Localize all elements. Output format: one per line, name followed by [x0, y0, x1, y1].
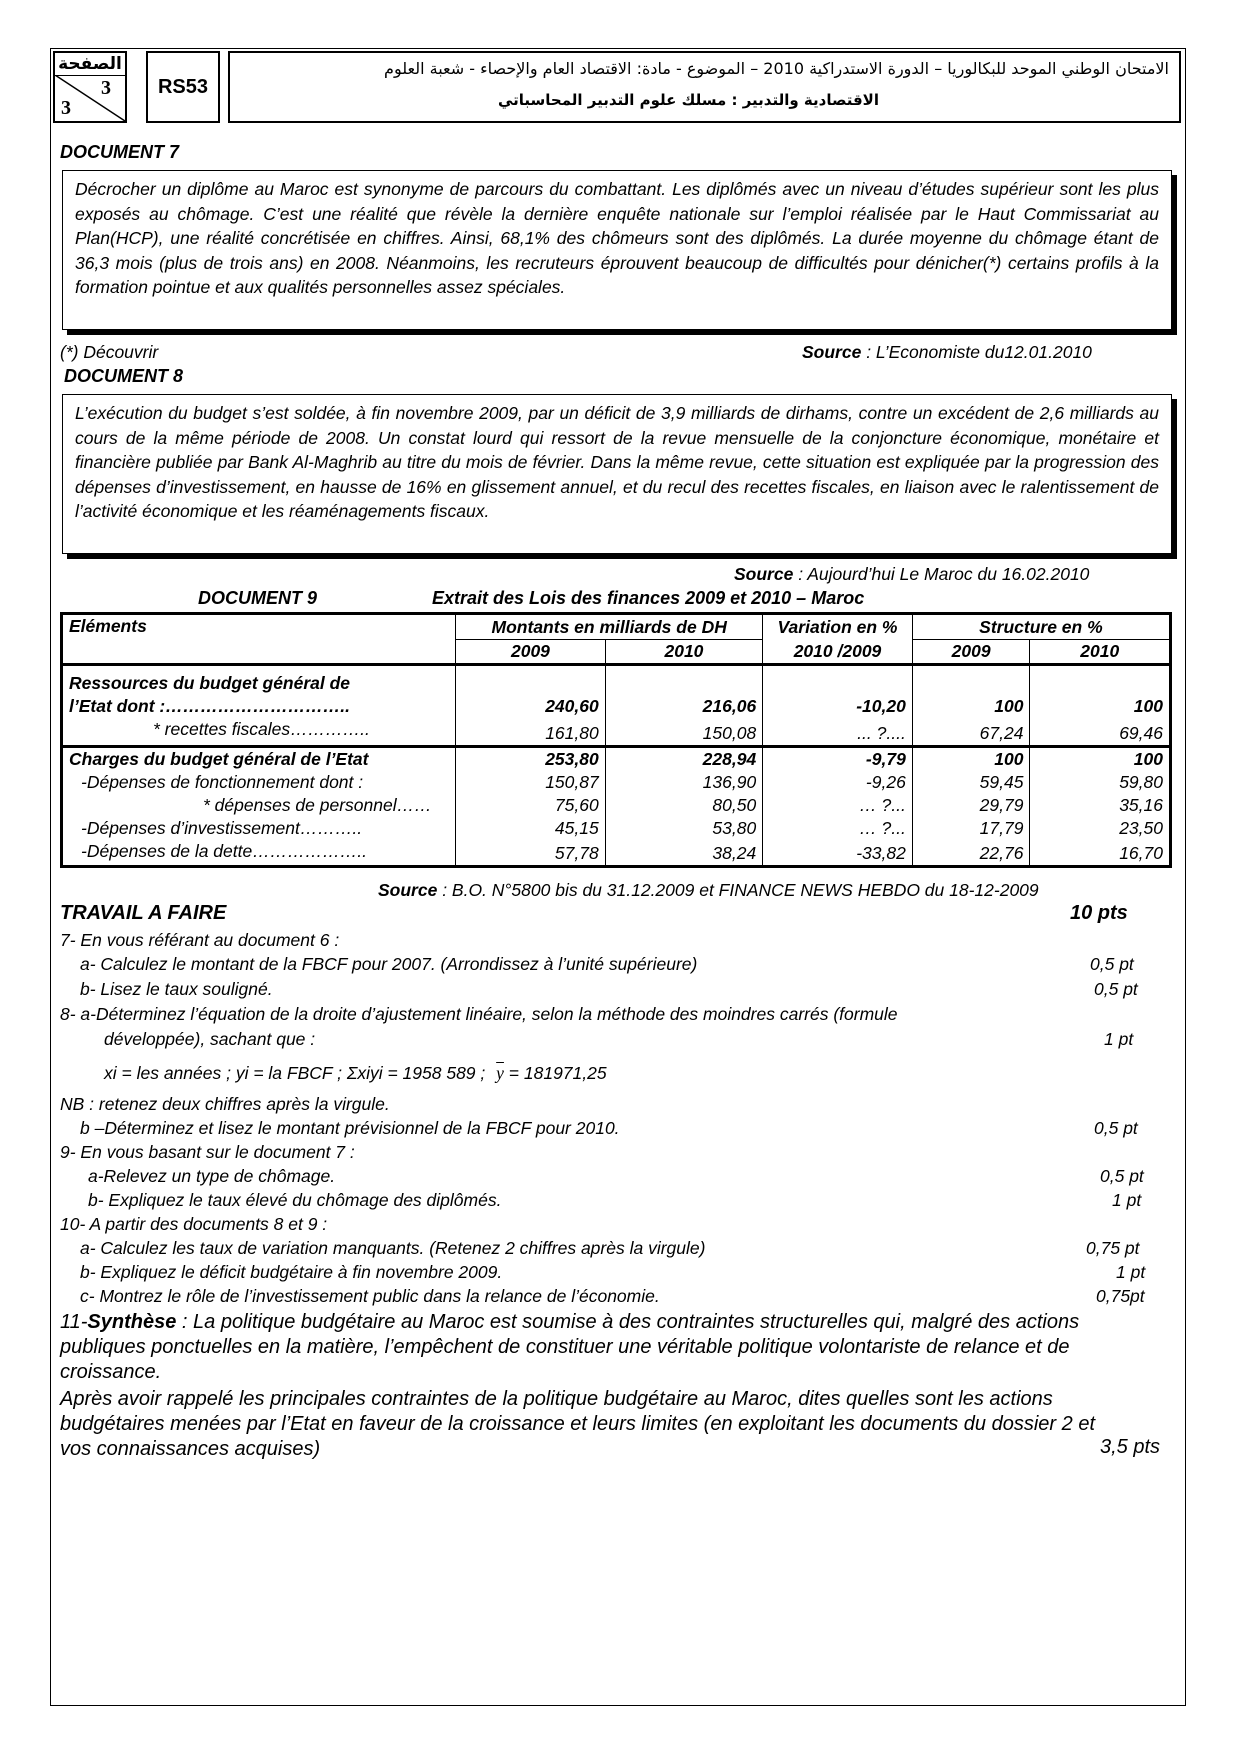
q8-formula-ybar: = 181971,25 — [503, 1063, 607, 1083]
synthese-intro — [60, 1310, 1160, 1385]
q8a-points: 1 pt — [1104, 1029, 1134, 1049]
header-structure-2009: 2009 — [912, 639, 1030, 665]
q10c: c- Montrez le rôle de l’investissement public dans la relance de l’économie. — [80, 1286, 660, 1306]
header-montant-2009: 2009 — [456, 639, 606, 665]
q7b: b- Lisez le taux souligné. — [80, 979, 273, 999]
table-row — [62, 771, 1171, 794]
row-label: * dépenses de personnel…… — [62, 794, 456, 817]
doc7-source — [802, 342, 1092, 363]
cell-variation: -10,20 — [763, 695, 913, 718]
row-label: Charges du budget général de l’Etat — [62, 747, 456, 772]
cell-montant-2009: 45,15 — [456, 817, 606, 840]
row-label: l’Etat dont :………………………….. — [62, 695, 456, 718]
q7a-points: 0,5 pt — [1090, 954, 1134, 974]
cell-variation: … ?... — [763, 817, 913, 840]
row-label: -Dépenses de fonctionnement dont : — [62, 771, 456, 794]
header-variation-sub: 2010 /2009 — [793, 641, 882, 661]
header-variation — [763, 614, 913, 665]
q10b-points: 1 pt — [1116, 1262, 1146, 1282]
q8-formula — [104, 1063, 607, 1084]
q10: 10- A partir des documents 8 et 9 : — [60, 1214, 328, 1234]
page-current: 3 — [101, 77, 111, 99]
cell-variation: -9,79 — [763, 747, 913, 772]
table-header-row — [62, 614, 1171, 640]
cell-structure-2009: 17,79 — [912, 817, 1030, 840]
synthese-points: 3,5 pts — [1100, 1436, 1161, 1458]
cell-montant-2010: 150,08 — [605, 718, 762, 747]
q8a-line2: développée), sachant que : — [104, 1029, 316, 1049]
cell-montant-2010: 38,24 — [605, 840, 762, 867]
header-montants: Montants en milliards de DH — [456, 614, 763, 640]
header-structure-2010: 2010 — [1030, 639, 1171, 665]
q9a-points: 0,5 pt — [1100, 1166, 1144, 1186]
q10c-points: 0,75pt — [1096, 1286, 1145, 1306]
y-bar-symbol: $\overline{y}$ — [496, 1063, 504, 1083]
q7b-points: 0,5 pt — [1094, 979, 1138, 999]
travail-title: TRAVAIL A FAIRE — [60, 902, 227, 924]
cell-montant-2009: 161,80 — [456, 718, 606, 747]
table-row — [62, 695, 1171, 718]
cell-structure-2010: 100 — [1030, 747, 1171, 772]
table-row — [62, 718, 1171, 747]
doc8-source-text: : Aujourd’hui Le Maroc du 16.02.2010 — [793, 564, 1090, 584]
doc9-source — [378, 880, 1039, 901]
header-montant-2010: 2010 — [605, 639, 762, 665]
q8b-points: 0,5 pt — [1094, 1118, 1138, 1138]
synthese-question: Après avoir rappelé les principales contraintes de la politique budgétaire au Maroc, dites quelles sont les actions budgétaires menées par l’Etat en faveur de la croissance et leurs limites (en exploitant les documents du dossier 2 et vos connaissances acquises) — [60, 1388, 1095, 1460]
exam-code: RS53 — [146, 51, 220, 123]
q9b-points: 1 pt — [1112, 1190, 1142, 1210]
page-total: 3 — [61, 97, 71, 119]
cell-structure-2009: 29,79 — [912, 794, 1030, 817]
q9a: a-Relevez un type de chômage. — [88, 1166, 336, 1186]
cell-structure-2010: 23,50 — [1030, 817, 1171, 840]
doc8-source-label: Source — [734, 564, 794, 584]
cell-variation: ... ?.... — [763, 718, 913, 747]
header-elements: Eléments — [62, 614, 456, 665]
cell-montant-2010: 53,80 — [605, 817, 762, 840]
page-label: الصفحة — [55, 53, 125, 76]
exam-title-line1: الامتحان الوطني الموحد للبكالوريا – الدورة الاستدراكية 2010 – الموضوع - مادة: الاقتصاد العام والإحصاء - شعبة العلوم — [384, 59, 1169, 78]
row-label: -Dépenses d’investissement……….. — [62, 817, 456, 840]
q10a: a- Calculez les taux de variation manquants. (Retenez 2 chiffres après la virgule) — [80, 1238, 706, 1258]
exam-header — [53, 51, 1181, 125]
travail-total: 10 pts — [1070, 902, 1128, 924]
cell-structure-2010: 35,16 — [1030, 794, 1171, 817]
doc9-source-text: : B.O. N°5800 bis du 31.12.2009 et FINANCE NEWS HEBDO du 18-12-2009 — [437, 880, 1039, 900]
cell-structure-2010: 16,70 — [1030, 840, 1171, 867]
doc9-title: Extrait des Lois des finances 2009 et 2010 – Maroc — [432, 588, 865, 608]
q10b: b- Expliquez le déficit budgétaire à fin novembre 2009. — [80, 1262, 503, 1282]
doc7-source-text: : L’Economiste du12.01.2010 — [861, 342, 1092, 362]
table-row — [62, 817, 1171, 840]
doc7-source-label: Source — [802, 342, 862, 362]
q9b: b- Expliquez le taux élevé du chômage des diplômés. — [88, 1190, 502, 1210]
cell-montant-2010: 80,50 — [605, 794, 762, 817]
cell-variation: … ?... — [763, 794, 913, 817]
cell-montant-2010: 136,90 — [605, 771, 762, 794]
q10a-points: 0,75 pt — [1086, 1238, 1140, 1258]
q8b: b –Déterminez et lisez le montant prévisionnel de la FBCF pour 2010. — [80, 1118, 620, 1138]
header-variation-title: Variation en % — [777, 617, 898, 637]
q7: 7- En vous référant au document 6 : — [60, 930, 340, 950]
cell-structure-2009: 100 — [912, 695, 1030, 718]
cell-variation: -9,26 — [763, 771, 913, 794]
cell-structure-2009: 100 — [912, 747, 1030, 772]
table-row — [62, 794, 1171, 817]
doc8-source — [734, 564, 1089, 585]
synthese-context: : La politique budgétaire au Maroc est soumise à des contraintes structurelles qui, malgré des actions publiques ponctuelles en la matière, l’empêchent de constituer une véritable politique volontariste de relance et de croissance. — [60, 1311, 1080, 1383]
doc9-label: DOCUMENT 9 — [198, 588, 318, 608]
cell-structure-2009: 22,76 — [912, 840, 1030, 867]
doc8-label: DOCUMENT 8 — [64, 366, 184, 386]
cell-structure-2010: 100 — [1030, 695, 1171, 718]
table-row — [62, 747, 1171, 772]
cell-variation: -33,82 — [763, 840, 913, 867]
cell-structure-2010: 59,80 — [1030, 771, 1171, 794]
cell-montant-2009: 150,87 — [456, 771, 606, 794]
table-row — [62, 665, 1171, 696]
synthese-word: Synthèse — [87, 1311, 177, 1333]
cell-montant-2009: 75,60 — [456, 794, 606, 817]
table-row — [62, 840, 1171, 867]
doc7-label: DOCUMENT 7 — [60, 142, 180, 162]
doc7-footnote: (*) Découvrir — [60, 342, 159, 362]
q7a: a- Calculez le montant de la FBCF pour 2007. (Arrondissez à l’unité supérieure) — [80, 954, 698, 974]
nb-note: NB : retenez deux chiffres après la virgule. — [60, 1094, 390, 1114]
doc9-source-label: Source — [378, 880, 438, 900]
doc7-text: Décrocher un diplôme au Maroc est synonyme de parcours du combattant. Les diplômés avec un niveau d’études supérieur sont les plus exposés au chômage. C’est une réalité que révèle la dernière enquête nationale sur l’emploi réalisée par le Haut Commissariat au Plan(HCP), une réalité concrétisée en chiffres. Ainsi, 68,1% des chômeurs sont des diplômés. La durée moyenne du chômage étant de 36,3 mois (plus de trois ans) en 2008. Néanmoins, les recruteurs éprouvent beaucoup de difficultés pour dénicher(*) certains profils à la formation pointue et aux qualités personnelles assez spéciales. — [62, 170, 1172, 330]
header-structure: Structure en % — [912, 614, 1170, 640]
exam-title-line2: الاقتصادية والتدبير : مسلك علوم التدبير المحاسباتي — [497, 91, 879, 109]
cell-structure-2010: 69,46 — [1030, 718, 1171, 747]
cell-montant-2009: 57,78 — [456, 840, 606, 867]
cell-structure-2009: 59,45 — [912, 771, 1030, 794]
q9: 9- En vous basant sur le document 7 : — [60, 1142, 355, 1162]
cell-montant-2009: 240,60 — [456, 695, 606, 718]
doc9-table — [60, 612, 1172, 868]
cell-montant-2010: 228,94 — [605, 747, 762, 772]
cell-montant-2009: 253,80 — [456, 747, 606, 772]
row-label: Ressources du budget général de — [62, 665, 456, 696]
synthese-number: 11- — [60, 1311, 88, 1333]
q8-formula-vars: xi = les années ; yi = la FBCF ; Σxiyi = 1958 589 ; — [104, 1063, 486, 1083]
row-label: -Dépenses de la dette……………….. — [62, 840, 456, 867]
exam-title-box — [228, 51, 1181, 123]
row-label: * recettes fiscales………….. — [62, 718, 456, 747]
cell-montant-2010: 216,06 — [605, 695, 762, 718]
doc8-text: L’exécution du budget s’est soldée, à fin novembre 2009, par un déficit de 3,9 milliards de dirhams, contre un excédent de 2,6 milliards au cours de la même période de 2008. Un constat lourd qui ressort de la revue mensuelle de la conjoncture économique, monétaire et financière publiée par Bank Al-Maghrib au titre du mois de février. Dans la même revue, cette situation est expliquée par la progression des dépenses d’investissement, en hausse de 16% en glissement annuel, et du recul des recettes fiscales, en liaison avec le ralentissement de l’activité économique et les réaménagements fiscaux. — [62, 394, 1172, 554]
cell-structure-2009: 67,24 — [912, 718, 1030, 747]
page-number-box — [53, 51, 127, 123]
q8a-line1: 8- a-Déterminez l’équation de la droite d’ajustement linéaire, selon la méthode des moindres carrés (formule — [60, 1004, 898, 1024]
